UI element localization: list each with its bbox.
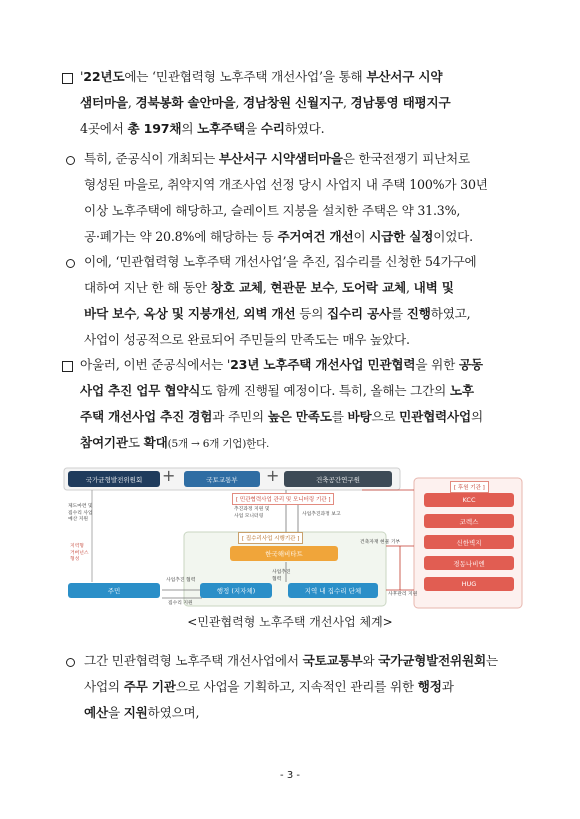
- bold-text: 부산서구 시약샘터마을: [218, 151, 343, 166]
- text: (5개 → 6개 기업)한다.: [167, 438, 270, 450]
- text-line: [84, 674, 498, 700]
- note-monitoring: 추진과정 지원 및 사업 모니터링: [234, 507, 270, 519]
- text: 으로: [371, 409, 400, 424]
- bold-text: 예산: [84, 705, 108, 720]
- text: 를: [331, 409, 348, 424]
- text-line: [80, 352, 483, 378]
- org-molit: 국토교통부: [184, 471, 260, 487]
- bold-text: 노후주택: [197, 121, 245, 136]
- square-bullet-icon: [62, 361, 73, 372]
- text: 에는 ‘민관협력형 노후주택 개선사업’을 통해: [124, 69, 367, 84]
- text: 이상 노후주택에 해당하고, 슬레이트 지붕을 설치한 주택은 약 31.3%,: [84, 203, 461, 218]
- text: 과: [441, 679, 454, 694]
- tag-execution-agency: [ 집수리사업 시행기관 ]: [238, 532, 303, 544]
- text: 은 한국전쟁기 피난처로: [342, 151, 470, 166]
- text: ,: [127, 95, 136, 110]
- text-line: [80, 404, 483, 430]
- text: ,: [334, 280, 342, 295]
- bold-text: 진행: [406, 306, 431, 321]
- org-local-government: 행정 (지자체): [200, 583, 272, 598]
- text: 도 함께 진행될 예정이다. 특히, 올해는 그간의: [200, 383, 450, 398]
- bold-text: 주택 개선사업 추진 경험: [80, 409, 213, 424]
- tag-management-agency: [ 민관협력사업 관리 및 모니터링 기관 ]: [232, 493, 334, 505]
- text-line: [84, 172, 488, 198]
- bold-text: 집수리 공사: [327, 306, 392, 321]
- paragraph-agency-support: [84, 648, 498, 726]
- donor-item: HUG: [424, 577, 514, 591]
- text-line: [80, 64, 450, 90]
- bold-text: 경남창원 신월지구: [243, 95, 343, 110]
- donor-item: 신한벽지: [424, 535, 514, 549]
- text-line: [84, 198, 488, 224]
- text-line: [84, 224, 488, 250]
- bold-text: 23년 노후주택 개선사업 민관협력: [230, 357, 416, 372]
- note-policy-support: 제도마련 및 집수리 사업 예산 지원: [68, 504, 93, 522]
- bold-text: 확대: [143, 435, 168, 450]
- bold-text: 현관문 보수: [270, 280, 335, 295]
- bold-text: 총 197채: [127, 121, 182, 136]
- text: 도: [127, 435, 144, 450]
- note-aftercare: 사후관리 지원: [388, 592, 418, 597]
- note-governance: 지역형 거버넌스 형성: [70, 544, 89, 562]
- note-repair-support: 집수리 지원: [168, 601, 193, 606]
- bold-text: 참여기관: [80, 435, 128, 450]
- text: ,: [262, 280, 271, 295]
- bold-text: 공동: [458, 357, 483, 372]
- text: 하였다.: [284, 121, 325, 136]
- text: 이: [353, 229, 370, 244]
- text-line: [84, 146, 488, 172]
- text: 을: [107, 705, 124, 720]
- text: 과 주민의: [212, 409, 268, 424]
- note-reply: 사업추진 협력: [272, 570, 291, 582]
- text: 이에, ‘민관협력형 노후주택 개선사업’을 추진, 집수리를 신청한 54가구에: [84, 254, 477, 269]
- text: 이었다.: [433, 229, 473, 244]
- bold-text: 창호 교체: [210, 280, 263, 295]
- text: ,: [406, 280, 414, 295]
- text: ,: [136, 306, 144, 321]
- text: 의: [470, 409, 483, 424]
- bold-text: 행정: [417, 679, 442, 694]
- bold-text: 주무 기관: [123, 679, 176, 694]
- org-habitat-korea: 한국해비타트: [230, 546, 338, 561]
- paragraph-busan-village: [84, 146, 488, 250]
- bold-text: 높은 만족도: [267, 409, 332, 424]
- text-line: [80, 378, 483, 404]
- paragraph-repair-work: [84, 249, 477, 353]
- text: 을: [244, 121, 261, 136]
- text: 등의: [295, 306, 327, 321]
- note-report: 사업추진과정 보고: [302, 512, 341, 517]
- text-line: [80, 430, 483, 457]
- page-number: - 3 -: [280, 770, 300, 781]
- note-material-donation: 건축자재 현물 기부: [360, 540, 401, 545]
- text: ,: [342, 95, 351, 110]
- org-residents: 주민: [68, 583, 160, 598]
- bold-text: 시급한 실정: [369, 229, 434, 244]
- donor-item: 경동나비엔: [424, 556, 514, 570]
- text: 의: [181, 121, 198, 136]
- bold-text: 사업 추진 업무 협약식: [80, 383, 201, 398]
- bold-text: 도어락 교체: [342, 280, 407, 295]
- org-balanced-development-committee: 국가균형발전위원회: [68, 471, 160, 487]
- text: 아울러, 이번 준공식에서는 ': [80, 357, 231, 372]
- square-bullet-icon: [62, 73, 73, 84]
- text-line: [84, 275, 477, 301]
- text: ,: [235, 95, 244, 110]
- diagram-caption: <민관협력형 노후주택 개선사업 체계>: [187, 615, 393, 629]
- text: 을 위한: [415, 357, 459, 372]
- text-line: [80, 116, 450, 142]
- bold-text: 외벽 개선: [243, 306, 296, 321]
- text: ,: [235, 306, 244, 321]
- bold-text: 민관협력사업: [399, 409, 471, 424]
- text: 하였고,: [430, 306, 471, 321]
- text: 그간 민관협력형 노후주택 개선사업에서: [84, 653, 303, 668]
- donor-item: 코렉스: [424, 514, 514, 528]
- bold-text: 지원: [123, 705, 148, 720]
- text: 으로 사업을 기획하고, 지속적인 관리를 위한: [175, 679, 418, 694]
- paragraph-2022-results: [80, 64, 450, 142]
- bold-text: 부산서구 시약: [366, 69, 443, 84]
- bold-text: 바닥 보수: [84, 306, 137, 321]
- bold-text: 국가균형발전위원회: [378, 653, 486, 668]
- text: 와: [362, 653, 379, 668]
- circle-bullet-icon: [66, 259, 75, 268]
- text: 형성된 마을로, 취약지역 개조사업 선정 당시 사업지 내 주택 100%가 30년: [84, 177, 488, 192]
- bold-text: 내벽 및: [413, 280, 454, 295]
- program-structure-diagram: [62, 462, 524, 610]
- text-line: [84, 301, 477, 327]
- text: 특히, 준공식이 개최되는: [84, 151, 219, 166]
- text: 하였으며,: [147, 705, 200, 720]
- bold-text: 22년도: [83, 69, 125, 84]
- bold-text: 국토교통부: [302, 653, 363, 668]
- bold-text: 노후: [449, 383, 474, 398]
- text: 4곳에서: [80, 121, 128, 136]
- text: 사업의: [84, 679, 124, 694]
- circle-bullet-icon: [66, 658, 75, 667]
- text: 사업이 성공적으로 완료되어 주민들의 만족도는 매우 높았다.: [84, 332, 410, 347]
- donor-item: KCC: [424, 493, 514, 507]
- plus-icon: +: [162, 466, 176, 485]
- text-line: [84, 249, 477, 275]
- bold-text: 바탕: [347, 409, 372, 424]
- text-line: [80, 90, 450, 116]
- text: 는: [485, 653, 498, 668]
- text: ': [80, 69, 84, 84]
- tag-donor-agency: [ 후원 기관 ]: [450, 481, 489, 493]
- text: 를: [391, 306, 407, 321]
- bold-text: 주거여건 개선: [277, 229, 354, 244]
- paragraph-2023-agreement: [80, 352, 483, 457]
- note-cooperation: 사업추진 협력: [166, 578, 196, 583]
- bold-text: 경남통영 태평지구: [350, 95, 451, 110]
- plus-icon: +: [266, 466, 280, 485]
- org-auri: 건축공간연구원: [284, 471, 392, 487]
- text-line: [84, 700, 498, 726]
- text: 대하여 지난 한 해 동안: [84, 280, 211, 295]
- bold-text: 샘터마을: [80, 95, 128, 110]
- bold-text: 경북봉화 솔안마을: [135, 95, 236, 110]
- text: 공·폐가는 약 20.8%에 해당하는 등: [84, 229, 278, 244]
- org-local-repair-group: 지역 내 집수리 단체: [288, 583, 378, 598]
- text-line: [84, 648, 498, 674]
- circle-bullet-icon: [66, 156, 75, 165]
- bold-text: 옥상 및 지붕개선: [143, 306, 236, 321]
- text-line: [84, 327, 477, 353]
- bold-text: 수리: [260, 121, 285, 136]
